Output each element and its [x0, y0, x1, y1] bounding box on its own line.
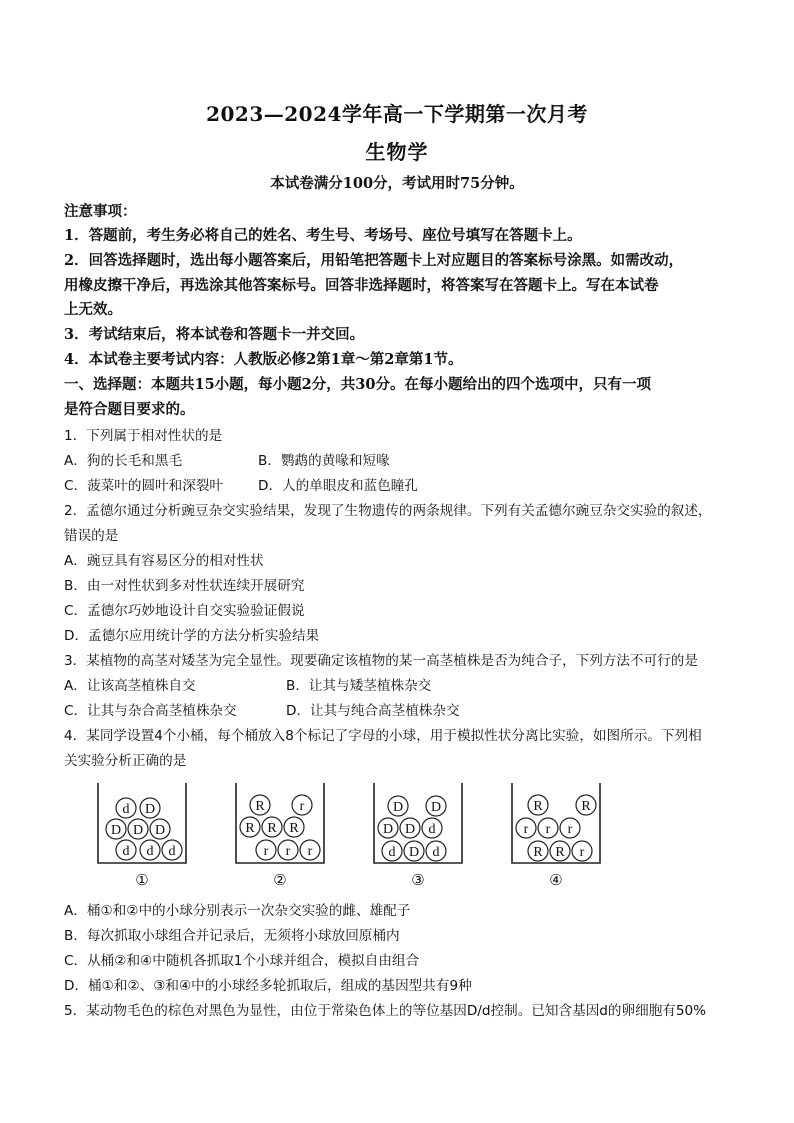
ball-label: r: [523, 822, 529, 837]
note-2-line-1: 2．回答选择题时，选出每小题答案后，用铅笔把答题卡上对应题目的答案标号涂黑。如需改动，: [64, 252, 684, 269]
q2-option-b: B．由一对性状到多对性状连续开展研究: [64, 578, 305, 594]
bucket-4: [512, 783, 600, 889]
ball-label: r: [567, 822, 573, 837]
buckets-figure: [88, 775, 618, 893]
ball-label: d: [432, 845, 440, 860]
ball-label: R: [267, 821, 277, 836]
bucket-label: ③: [411, 873, 425, 889]
q4-option-a: A．桶①和②中的小球分别表示一次杂交实验的雌、雄配子: [64, 903, 411, 919]
ball-label: d: [168, 844, 176, 859]
ball-label: R: [533, 845, 543, 860]
q5-stem-line-1: 5．某动物毛色的棕色对黑色为显性，由位于常染色体上的等位基因D/d控制。已知含基因d的卵细胞有50%: [64, 1003, 707, 1019]
note-1: 1．答题前，考生务必将自己的姓名、考生号、考场号、座位号填写在答题卡上。: [64, 227, 582, 244]
section-heading-line-1: 一、选择题：本题共15小题，每小题2分，共30分。在每小题给出的四个选项中，只有一项: [64, 376, 651, 393]
ball-label: R: [581, 799, 591, 814]
ball-label: R: [555, 845, 565, 860]
bucket-3: [374, 783, 462, 889]
q4-stem-line-2: 关实验分析正确的是: [64, 753, 187, 769]
ball-label: D: [404, 822, 416, 837]
exam-title: 2023—2024学年高一下学期第一次月考: [206, 102, 588, 126]
ball-label: r: [263, 844, 269, 859]
q2-stem-line-2: 错误的是: [64, 528, 119, 544]
ball-label: R: [255, 799, 265, 814]
ball-label: D: [430, 800, 442, 815]
q2-option-a: A．豌豆具有容易区分的相对性状: [64, 553, 264, 569]
q2-option-c: C．孟德尔巧妙地设计自交实验验证假说: [64, 603, 305, 619]
q1-option-b: B．鹦鹉的黄喙和短喙: [258, 453, 390, 469]
ball-label: D: [154, 823, 166, 838]
exam-info: 本试卷满分100分，考试用时75分钟。: [270, 175, 524, 192]
q1-option-a: A．狗的长毛和黑毛: [64, 453, 183, 469]
q1-stem: 1．下列属于相对性状的是: [64, 428, 223, 444]
ball-label: d: [122, 844, 130, 859]
bucket-label: ①: [135, 873, 149, 889]
ball-label: R: [245, 821, 255, 836]
q1-option-d: D．人的单眼皮和蓝色瞳孔: [258, 478, 418, 494]
ball-label: d: [146, 844, 154, 859]
ball-label: r: [285, 844, 291, 859]
ball-label: D: [382, 822, 394, 837]
ball-label: d: [428, 822, 436, 837]
bucket-2: [236, 783, 324, 889]
ball-label: r: [579, 845, 585, 860]
q1-option-c: C．菠菜叶的圆叶和深裂叶: [64, 478, 224, 494]
ball-label: r: [545, 822, 551, 837]
q3-option-d: D．让其与纯合高茎植株杂交: [286, 703, 460, 719]
note-4: 4．本试卷主要考试内容：人教版必修2第1章～第2章第1节。: [64, 351, 463, 368]
note-3: 3．考试结束后，将本试卷和答题卡一并交回。: [64, 326, 365, 343]
ball-label: d: [388, 845, 396, 860]
subject-title: 生物学: [365, 140, 429, 164]
bucket-label: ④: [549, 873, 563, 889]
ball-label: r: [307, 844, 313, 859]
ball-label: R: [289, 821, 299, 836]
q3-option-c: C．让其与杂合高茎植株杂交: [64, 703, 237, 719]
ball-label: D: [110, 823, 122, 838]
note-2-line-3: 上无效。: [64, 301, 122, 318]
section-heading-line-2: 是符合题目要求的。: [64, 401, 195, 418]
ball-label: D: [144, 802, 156, 817]
ball-label: d: [122, 802, 130, 817]
q2-option-d: D．孟德尔应用统计学的方法分析实验结果: [64, 628, 320, 644]
ball-label: r: [299, 799, 305, 814]
note-2-line-2: 用橡皮擦干净后，再选涂其他答案标号。回答非选择题时，将答案写在答题卡上。写在本试卷: [64, 277, 659, 294]
bucket-1: [98, 783, 186, 889]
q4-option-c: C．从桶②和④中随机各抓取1个小球并组合，模拟自由组合: [64, 953, 420, 969]
q3-option-a: A．让该高茎植株自交: [64, 678, 196, 694]
ball-label: D: [132, 823, 144, 838]
q4-option-b: B．每次抓取小球组合并记录后，无须将小球放回原桶内: [64, 928, 400, 944]
q4-option-d: D．桶①和②、③和④中的小球经多轮抓取后，组成的基因型共有9种: [64, 978, 472, 994]
bucket-label: ②: [273, 873, 287, 889]
notes-heading: 注意事项：: [64, 203, 137, 220]
ball-label: D: [392, 800, 404, 815]
q4-stem-line-1: 4．某同学设置4个小桶，每个桶放入8个标记了字母的小球，用于模拟性状分离比实验，如图所示。下列相: [64, 728, 702, 744]
ball-label: D: [408, 845, 420, 860]
q3-stem: 3．某植物的高茎对矮茎为完全显性。现要确定该植物的某一高茎植株是否为纯合子，下列方法不可行的是: [64, 653, 698, 669]
ball-label: R: [533, 799, 543, 814]
q3-option-b: B．让其与矮茎植株杂交: [286, 678, 432, 694]
q2-stem-line-1: 2．孟德尔通过分析豌豆杂交实验结果，发现了生物遗传的两条规律。下列有关孟德尔豌豆杂交实验的叙述，: [64, 503, 712, 519]
